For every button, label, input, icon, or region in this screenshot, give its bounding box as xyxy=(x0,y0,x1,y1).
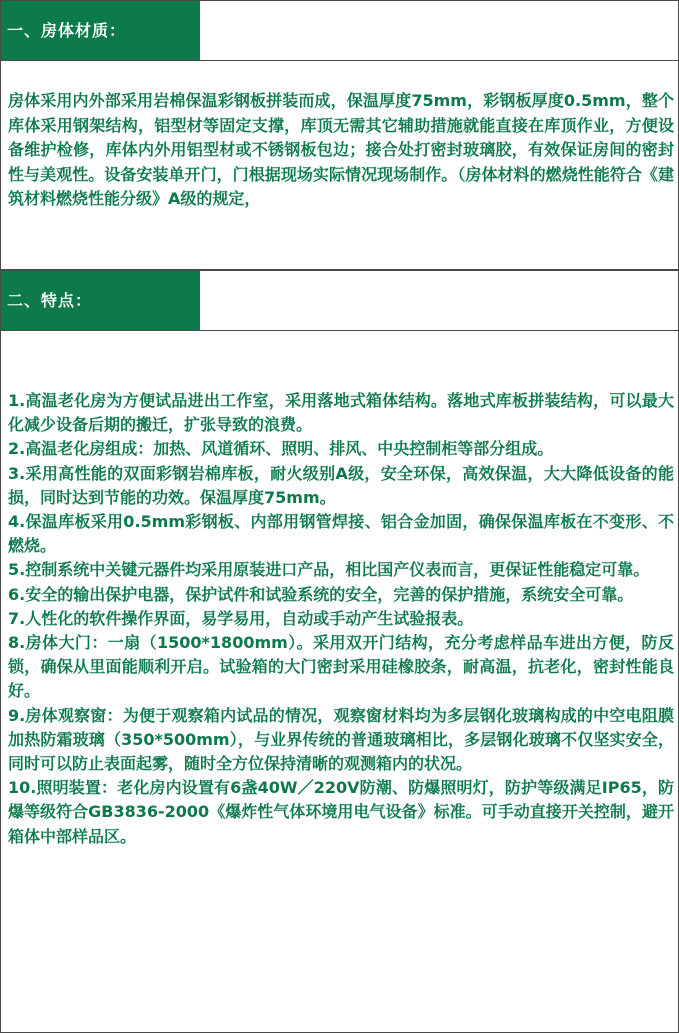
feature-item: 5.控制系统中关键元器件均采用原装进口产品，相比国产仪表而言，更保证性能稳定可靠。 xyxy=(8,560,650,580)
material-paragraph: 房体采用内外部采用岩棉保温彩钢板拼装而成，保温厚度75mm，彩钢板厚度0.5mm，整个库体采用钢架结构，铝型材等固定支撑，库顶无需其它辅助措施就能直接在库顶作业，方便设备维护检修，库体内外用铝型材或不锈钢板包边；接合处打密封玻璃胶，有效保证房间的密封性与美观性。设备安装单开门，门根据现场实际情况现场制作。（房体材料的燃烧性能符合《建筑材料燃烧性能分级》A级的规定， xyxy=(8,91,674,208)
section-body-features xyxy=(0,331,679,1033)
feature-item: 4.保温库板采用0.5mm彩钢板、内部用钢管焊接、铝合金加固，确保保温库板在不变形、不燃烧。 xyxy=(8,512,674,556)
section-heading-features: 二、特点： xyxy=(1,271,200,330)
section-header-material xyxy=(0,0,679,61)
section-heading-material: 一、房体材质： xyxy=(1,1,200,60)
feature-item: 1.高温老化房为方便试品进出工作室，采用落地式箱体结构。落地式库板拼装结构，可以最大化减少设备后期的搬迁，扩张导致的浪费。 xyxy=(8,391,674,435)
feature-item: 3.采用高性能的双面彩钢岩棉库板，耐火级别A级，安全环保，高效保温，大大降低设备的能损，同时达到节能的功效。保温厚度75mm。 xyxy=(8,463,674,507)
feature-item: 9.房体观察窗：为便于观察箱内试品的情况，观察窗材料均为多层钢化玻璃构成的中空电阻膜加热防霜玻璃（350*500mm），与业界传统的普通玻璃相比，多层钢化玻璃不仅坚实安全，同时可以防止表面起雾，随时全方位保持清晰的观测箱内的状况。 xyxy=(8,705,674,774)
section-header-features xyxy=(0,270,679,331)
feature-item: 10.照明装置：老化房内设置有6盏40W／220V防潮、防爆照明灯，防护等级满足IP65，防爆等级符合GB3836-2000《爆炸性气体环境用电气设备》标准。可手动直接开关控制，避开箱体中部样品区。 xyxy=(8,778,674,846)
feature-item: 2.高温老化房组成：加热、风道循环、照明、排风、中央控制柜等部分组成。 xyxy=(8,439,554,459)
feature-item: 7.人性化的软件操作界面，易学易用，自动或手动产生试验报表。 xyxy=(8,608,474,628)
feature-item: 8.房体大门：一扇（1500*1800mm）。采用双开门结构，充分考虑样品车进出方便，防反锁，确保从里面能顺利开启。试验箱的大门密封采用硅橡胶条，耐高温，抗老化，密封性能良好。 xyxy=(8,633,674,701)
feature-item: 6.安全的输出保护电器，保护试件和试验系统的安全，完善的保护措施，系统安全可靠。 xyxy=(8,584,634,604)
section-body-material xyxy=(0,61,679,270)
